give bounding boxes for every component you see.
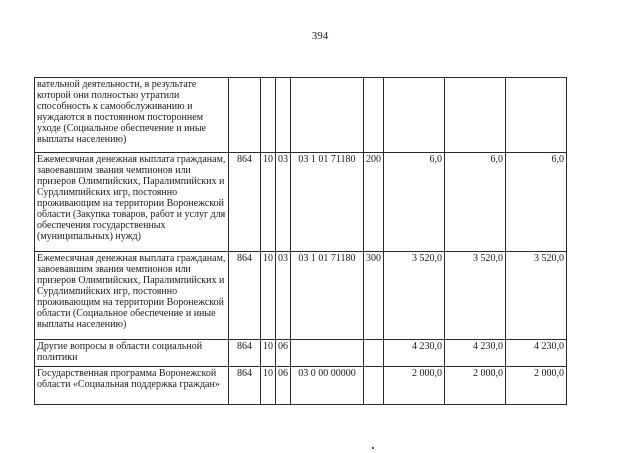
budget-table xyxy=(34,77,567,405)
cell-csr: 03 1 01 71180 xyxy=(291,252,364,340)
scan-artifact-dot xyxy=(372,447,374,449)
cell-rz: 10 xyxy=(261,252,276,340)
table-row xyxy=(35,252,567,340)
page-number: 394 xyxy=(311,30,329,42)
cell-vr xyxy=(364,340,384,367)
cell-amount-1 xyxy=(384,78,445,153)
row-description: вательной деятельности, в результате которой они полностью утратили способность к самообслуживанию и нуждаются в постоянном постороннем уходе (Социальное обеспечение и иные выплаты населению) xyxy=(35,78,229,153)
cell-rz: 10 xyxy=(261,367,276,405)
cell-csr xyxy=(291,78,364,153)
table-row xyxy=(35,78,567,153)
cell-pr: 03 xyxy=(276,153,291,252)
cell-amount-3 xyxy=(506,78,567,153)
cell-pr: 06 xyxy=(276,367,291,405)
cell-vr xyxy=(364,367,384,405)
cell-amount-3: 3 520,0 xyxy=(506,252,567,340)
cell-vr: 300 xyxy=(364,252,384,340)
row-description: Ежемесячная денежная выплата гражданам, завоевавшим звания чемпионов или призеров Олимпийских, Паралимпийских и Сурдлимпийских игр, постоянно проживающим на территории Воронежской области (Социальное обеспечение и иные выплаты населению) xyxy=(35,252,229,340)
cell-pr: 03 xyxy=(276,252,291,340)
cell-amount-2: 6,0 xyxy=(445,153,506,252)
cell-amount-2 xyxy=(445,78,506,153)
cell-vr: 200 xyxy=(364,153,384,252)
cell-pr: 06 xyxy=(276,340,291,367)
cell-gr: 864 xyxy=(229,340,261,367)
cell-amount-2: 4 230,0 xyxy=(445,340,506,367)
cell-gr: 864 xyxy=(229,153,261,252)
cell-amount-1: 6,0 xyxy=(384,153,445,252)
cell-rz xyxy=(261,78,276,153)
cell-pr xyxy=(276,78,291,153)
cell-gr xyxy=(229,78,261,153)
cell-csr: 03 0 00 00000 xyxy=(291,367,364,405)
cell-amount-1: 4 230,0 xyxy=(384,340,445,367)
cell-rz: 10 xyxy=(261,153,276,252)
cell-csr: 03 1 01 71180 xyxy=(291,153,364,252)
cell-vr xyxy=(364,78,384,153)
row-description: Ежемесячная денежная выплата гражданам, завоевавшим звания чемпионов или призеров Олимпийских, Паралимпийских и Сурдлимпийских игр, постоянно проживающим на территории Воронежской области (Закупка товаров, работ и услуг для обеспечения государственных (муниципальных) нужд) xyxy=(35,153,229,252)
cell-gr: 864 xyxy=(229,252,261,340)
cell-gr: 864 xyxy=(229,367,261,405)
table-row xyxy=(35,367,567,405)
cell-amount-1: 2 000,0 xyxy=(384,367,445,405)
cell-rz: 10 xyxy=(261,340,276,367)
cell-amount-2: 2 000,0 xyxy=(445,367,506,405)
table-row xyxy=(35,153,567,252)
cell-amount-3: 2 000,0 xyxy=(506,367,567,405)
row-description: Другие вопросы в области социальной политики xyxy=(35,340,229,367)
cell-amount-1: 3 520,0 xyxy=(384,252,445,340)
cell-amount-3: 4 230,0 xyxy=(506,340,567,367)
row-description: Государственная программа Воронежской области «Социальная поддержка граждан» xyxy=(35,367,229,405)
cell-amount-2: 3 520,0 xyxy=(445,252,506,340)
cell-csr xyxy=(291,340,364,367)
table-row xyxy=(35,340,567,367)
cell-amount-3: 6,0 xyxy=(506,153,567,252)
